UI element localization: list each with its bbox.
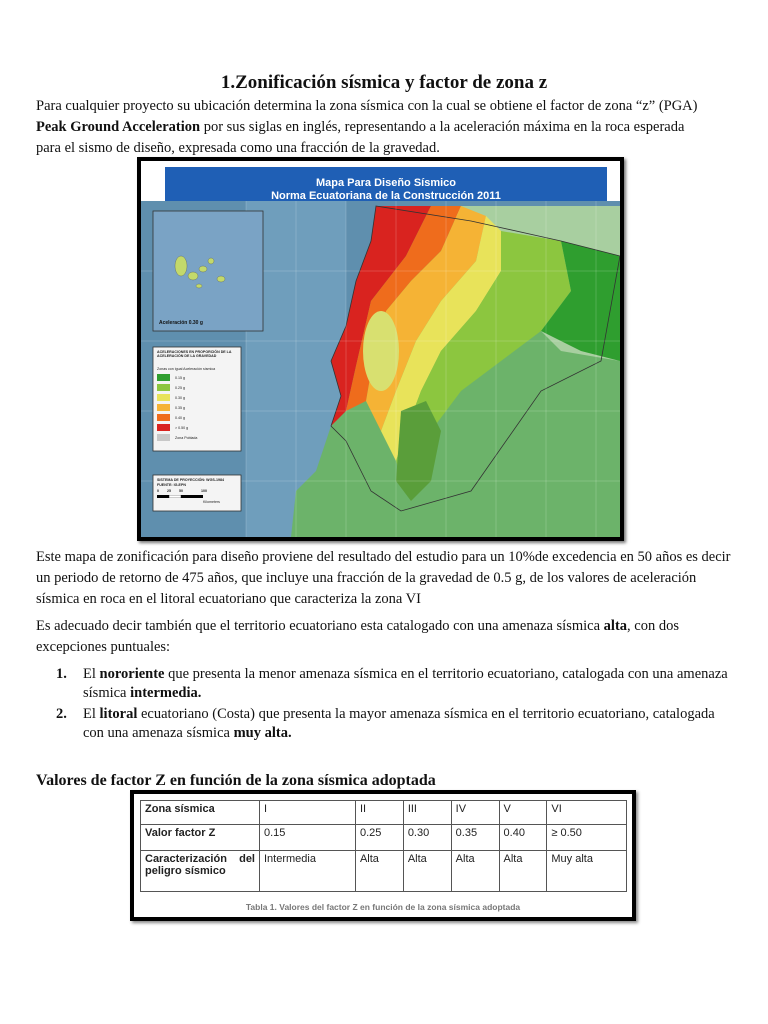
scale-tick: 100 [201, 489, 207, 493]
scale-unit: Kilometers [203, 500, 220, 504]
threat-level: muy alta. [233, 725, 292, 741]
intro-line1: Para cualquier proyecto su ubicación determina la zona sísmica con la cual se obtiene el factor de zona “z” (PGA) [36, 98, 698, 114]
row-label-part: del [239, 853, 255, 865]
legend-label: 0.25 g [175, 386, 185, 390]
legend-label: 0.15 g [175, 376, 185, 380]
table-cell: Zona sísmica [141, 801, 260, 825]
table-cell: ≥ 0.50 [547, 825, 627, 851]
galapagos-inset [153, 211, 263, 331]
table-row [141, 851, 627, 892]
map-title: Mapa Para Diseño Sísmico [316, 177, 456, 189]
section-subheading: Valores de factor Z en función de la zona sísmica adoptada [36, 772, 436, 789]
region-name: litoral [99, 706, 138, 722]
threat-text: Es adecuado decir también que el territorio ecuatoriano esta catalogado con una amenaza sísmica [36, 618, 604, 634]
table-cell: VI [547, 801, 627, 825]
threat-level: intermedia. [130, 685, 202, 701]
legend-swatch [157, 414, 170, 421]
map-subtitle: Norma Ecuatoriana de la Construcción 2011 [271, 190, 501, 202]
map-description: Este mapa de zonificación para diseño proviene del resultado del estudio para un 10%de excedencia en 50 años es decir un periodo de retorno de 475 años, que incluye una fracción de la gravedad de 0.5 g, de los valores de aceleración sísmica en roca en el litoral ecuatoriano que caracteriza la zona VI [36, 549, 731, 607]
page-title: 1.Zonificación sísmica y factor de zona z [220, 72, 548, 93]
legend-swatch [157, 384, 170, 391]
table-row [141, 801, 627, 825]
zone-iii-inner [363, 311, 399, 391]
galapagos-label: Aceleración 0.30 g [159, 320, 203, 326]
list-text: que presenta la menor amenaza sísmica en el territorio ecuatoriano, catalogada con una amenaza sísmica [83, 666, 728, 701]
z-factor-table-figure [130, 790, 636, 921]
threat-level: alta [603, 618, 628, 634]
table-cell: Valor factor Z [141, 825, 260, 851]
table-cell: Alta [403, 851, 451, 892]
intro-line3: para el sismo de diseño, expresada como una fracción de la gravedad. [36, 140, 440, 156]
projection-system: SISTEMA DE PROYECCIÓN: WGS-1984 [157, 478, 224, 482]
table-cell: 0.15 [260, 825, 356, 851]
legend-label: 0.40 g [175, 416, 185, 420]
map-legend [153, 347, 241, 451]
exceptions-list [36, 665, 736, 745]
intro-line2: por sus siglas en inglés, representando a la aceleración máxima en la roca esperada [200, 119, 685, 135]
table-cell: II [355, 801, 403, 825]
table-cell [141, 851, 260, 892]
table-cell: Alta [451, 851, 499, 892]
scale-tick: 25 [167, 489, 171, 493]
table-cell: V [499, 801, 547, 825]
table-cell: Alta [499, 851, 547, 892]
legend-label: 0.30 g [175, 396, 185, 400]
threat-text-end: , con dos excepciones puntuales: [36, 618, 679, 655]
list-item [36, 665, 736, 703]
seismic-zone-map [137, 157, 624, 541]
table-cell: IV [451, 801, 499, 825]
table-cell: 0.30 [403, 825, 451, 851]
table-cell: Muy alta [547, 851, 627, 892]
scale-tick: 50 [179, 489, 183, 493]
table-cell: I [260, 801, 356, 825]
region-name: nororiente [99, 666, 165, 682]
legend-label: 0.35 g [175, 406, 185, 410]
table-cell: Intermedia [260, 851, 356, 892]
list-text: ecuatoriano (Costa) que presenta la mayor amenaza sísmica en el territorio ecuatoriano, catalogada con una amenaza sísmica [83, 706, 715, 741]
table-cell: 0.35 [451, 825, 499, 851]
scale-tick: 0 [157, 489, 159, 493]
intro-paragraph [36, 96, 736, 159]
table-cell: 0.40 [499, 825, 547, 851]
list-item [36, 705, 736, 743]
legend-label: Zona Poblada [175, 436, 198, 440]
threat-paragraph [36, 616, 736, 658]
legend-swatch [157, 434, 170, 441]
list-number: 2. [56, 706, 67, 722]
row-label-part: peligro sísmico [145, 865, 226, 877]
scale-bar [157, 495, 213, 498]
legend-swatch [157, 404, 170, 411]
list-number: 1. [56, 666, 67, 682]
legend-title: ACELERACIONES EN PROPORCIÓN DE LA ACELERACIÓN DE LA GRAVEDAD [157, 350, 232, 359]
legend-subtitle: Zonas con igual Aceleración sísmica [157, 367, 216, 371]
table-cell: 0.25 [355, 825, 403, 851]
table-caption: Tabla 1. Valores del factor Z en función de la zona sísmica adoptada [245, 902, 521, 912]
legend-swatch [157, 394, 170, 401]
list-text: El [83, 666, 100, 682]
table-cell: Alta [355, 851, 403, 892]
z-factor-table [140, 800, 627, 892]
row-label-part: Caracterización [145, 853, 227, 865]
projection-source: FUENTE: IG-EPN [157, 483, 186, 487]
legend-swatch [157, 424, 170, 431]
projection-info [153, 475, 241, 511]
table-cell: III [403, 801, 451, 825]
legend-swatch [157, 374, 170, 381]
legend-label: > 0.50 g [175, 426, 189, 430]
intro-bold-term: Peak Ground Acceleration [36, 119, 201, 135]
table-row [141, 825, 627, 851]
list-text: El [83, 706, 100, 722]
